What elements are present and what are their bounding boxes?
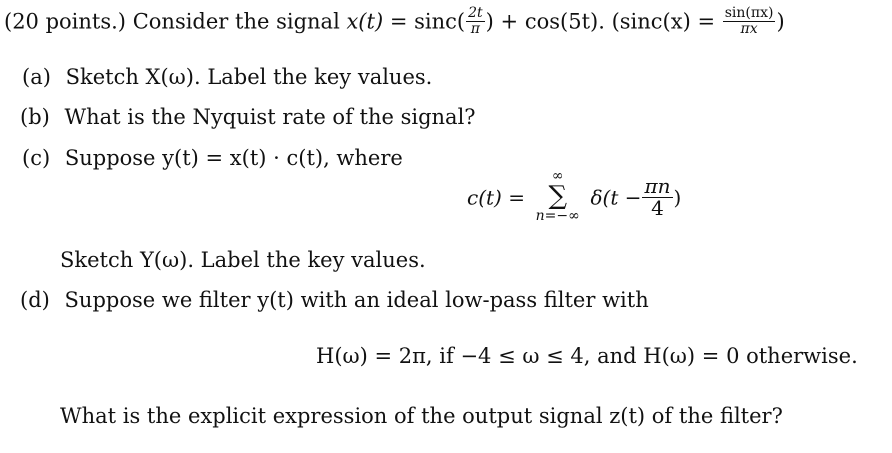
sinc-word: sinc( [414, 9, 466, 34]
part-b-text: What is the Nyquist rate of the signal? [64, 105, 476, 129]
sum-symbol: ∑ [548, 181, 567, 211]
part-c-followup [60, 250, 426, 271]
part-d-text: Suppose we filter y(t) with an ideal low-pass filter with [64, 288, 649, 312]
delta-fraction [642, 173, 672, 220]
part-d-question [60, 406, 783, 427]
def-frac-numerator: sin(πx) [724, 5, 774, 21]
sinc-close: ) [485, 9, 494, 34]
part-c-label: (c) [22, 146, 51, 170]
intro-text: Consider the signal [132, 9, 340, 34]
part-d-question-text: What is the explicit expression of the output signal z(t) of the filter? [60, 404, 783, 428]
delta-frac-denominator: 4 [651, 195, 664, 220]
delta-close: ) [673, 185, 682, 210]
part-c-text: Suppose y(t) = x(t) · c(t), where [64, 146, 403, 170]
delta-frac-numerator: πn [644, 173, 671, 198]
def-frac-denominator: πx [740, 20, 758, 37]
part-c-followup-text: Sketch Y(ω). Label the key values. [60, 248, 426, 272]
part-a-label: (a) [22, 65, 51, 89]
part-b-label: (b) [20, 105, 50, 129]
delta-open: δ(t − [590, 185, 642, 210]
sinc-argument-fraction [466, 6, 485, 36]
cos-term: cos(5t). [524, 9, 605, 34]
part-d [20, 290, 649, 311]
part-a [22, 67, 432, 88]
summation [536, 169, 580, 223]
part-c [22, 148, 403, 169]
problem-statement [4, 5, 785, 38]
sinc-frac-numerator: 2t [468, 5, 483, 21]
points-label: (20 points.) [4, 9, 127, 34]
sinc-definition-open: (sinc(x) = [611, 9, 716, 34]
filter-definition-text: H(ω) = 2π, if −4 ≤ ω ≤ 4, and H(ω) = 0 otherwise. [316, 344, 858, 368]
sinc-frac-denominator: π [470, 20, 480, 37]
part-d-label: (d) [20, 288, 50, 312]
sum-lower-limit: n=−∞ [535, 208, 580, 224]
filter-definition [316, 346, 858, 367]
equals-sign: = [389, 9, 408, 34]
part-a-text: Sketch X(ω). Label the key values. [65, 65, 433, 89]
sinc-definition-close: ) [776, 9, 785, 34]
sum-upper-limit: ∞ [551, 168, 564, 184]
ct-lhs: c(t) = [467, 185, 525, 210]
signal-lhs: x(t) [346, 9, 384, 34]
sinc-definition-fraction [723, 6, 776, 36]
part-b [20, 107, 476, 128]
ct-equation [467, 168, 682, 226]
plus-sign: + [500, 9, 519, 34]
